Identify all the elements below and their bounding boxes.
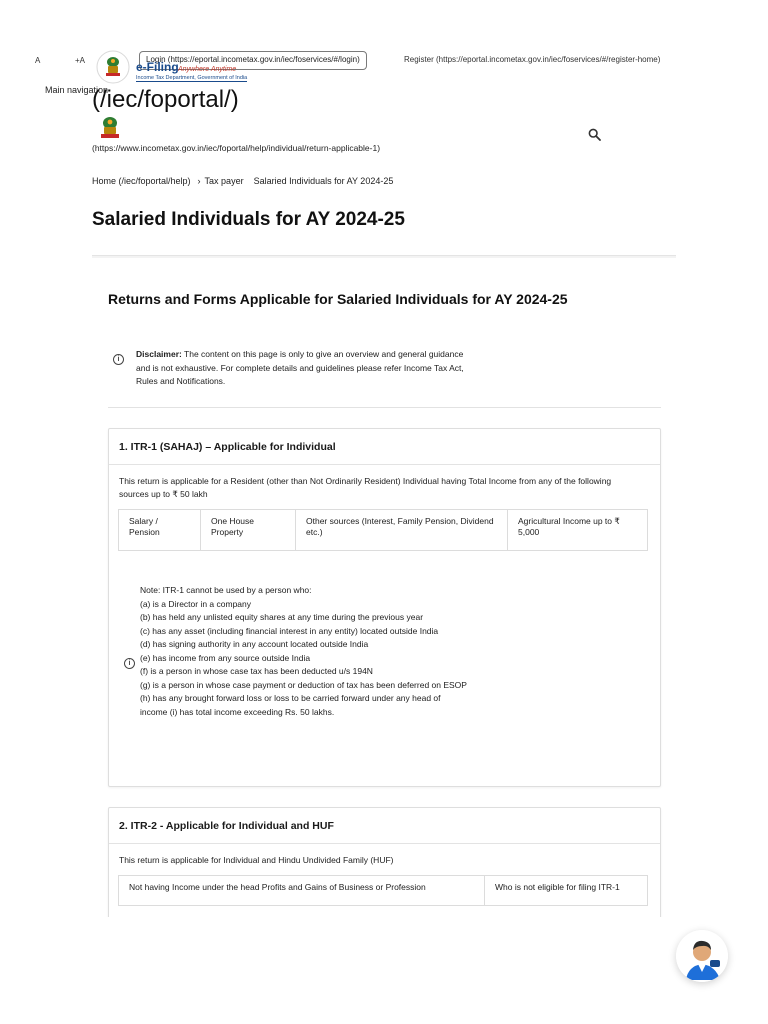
page-title: Salaried Individuals for AY 2024-25	[92, 209, 405, 230]
disclaimer-text: The content on this page is only to give an overview and general guidance and is not exhaustive. For complete details and guidelines please refer Income Tax Act, Rules and Notifications.	[136, 349, 464, 386]
itr1-sources-table	[118, 509, 648, 551]
breadcrumb-separator: ›	[197, 176, 201, 186]
search-icon[interactable]	[588, 128, 601, 141]
disclaimer	[136, 348, 466, 389]
breadcrumb	[92, 176, 393, 186]
table-cell: Other sources (Interest, Family Pension, Dividend etc.)	[296, 510, 508, 551]
divider	[92, 256, 676, 258]
breadcrumb-home[interactable]: Home (/iec/foportal/help)	[92, 176, 191, 186]
itr2-heading[interactable]: 2. ITR-2 - Applicable for Individual and HUF	[109, 808, 660, 844]
portal-home-link[interactable]: (/iec/foportal/)	[92, 86, 239, 113]
font-increase-link[interactable]: +A	[75, 56, 86, 65]
itr2-description: This return is applicable for Individual and Hindu Undivided Family (HUF)	[119, 855, 394, 865]
note-line: (g) is a person in whose case payment or deduction of tax has been deferred on ESOP	[140, 679, 467, 690]
note-line: (h) has any brought forward loss or loss to be carried forward under any head of income (i) has total income exceeding Rs. 50 lakhs.	[140, 693, 441, 717]
department-name: Income Tax Department, Government of India	[136, 75, 248, 81]
note-line: (a) is a Director in a company	[140, 598, 252, 609]
section-subtitle: Returns and Forms Applicable for Salaried Individuals for AY 2024-25	[108, 291, 568, 307]
note-line: Note: ITR-1 cannot be used by a person who:	[140, 585, 312, 595]
efiling-logo-text: e-Filing	[136, 60, 179, 74]
itr1-note	[140, 584, 470, 719]
note-line: (b) has held any unlisted equity shares at any time during the previous year	[140, 612, 424, 622]
main-navigation-toggle[interactable]: Main navigation	[45, 85, 109, 95]
font-decrease-link[interactable]: A	[35, 56, 41, 65]
table-row	[119, 876, 648, 906]
emblem-icon[interactable]	[96, 50, 130, 84]
page-bottom-area	[0, 917, 768, 1024]
info-icon: i	[124, 658, 135, 669]
help-page-url[interactable]: (https://www.incometax.gov.in/iec/foportal/help/individual/return-applicable-1)	[92, 143, 381, 153]
emblem-icon	[94, 113, 126, 141]
table-cell: Who is not eligible for filing ITR-1	[485, 876, 648, 906]
breadcrumb-tax-payer[interactable]: Tax payer	[204, 176, 244, 186]
note-line: (f) is a person in whose case tax has been deducted u/s 194N	[140, 666, 373, 676]
breadcrumb-current: Salaried Individuals for AY 2024-25	[253, 176, 394, 186]
table-cell: Salary / Pension	[119, 510, 201, 551]
info-icon: i	[113, 354, 124, 365]
note-line: (d) has signing authority in any account located outside India	[140, 639, 369, 649]
login-link-label: Login (https://eportal.incometax.gov.in/iec/foservices/#/login)	[146, 55, 360, 64]
table-cell: Not having Income under the head Profits and Gains of Business or Profession	[119, 876, 485, 906]
table-row	[119, 510, 648, 551]
itr1-heading[interactable]: 1. ITR-1 (SAHAJ) – Applicable for Individual	[109, 429, 660, 465]
chat-assistant-avatar[interactable]	[676, 930, 728, 982]
itr2-conditions-table	[118, 875, 648, 906]
itr1-description: This return is applicable for a Resident (other than Not Ordinarily Resident) Individual having Total Income from any of the following sources up to ₹ 50 lakh	[119, 476, 612, 499]
note-line: (c) has any asset (including financial interest in any entity) located outside India	[140, 625, 439, 636]
divider	[108, 407, 661, 408]
table-cell: Agricultural Income up to ₹ 5,000	[508, 510, 648, 551]
disclaimer-label: Disclaimer:	[136, 349, 182, 359]
table-cell: One House Property	[201, 510, 296, 551]
note-line: (e) has income from any source outside India	[140, 652, 311, 663]
register-link[interactable]: Register (https://eportal.incometax.gov.in/iec/foservices/#/register-home)	[404, 55, 661, 64]
efiling-tagline: Anywhere Anytime	[178, 66, 237, 73]
